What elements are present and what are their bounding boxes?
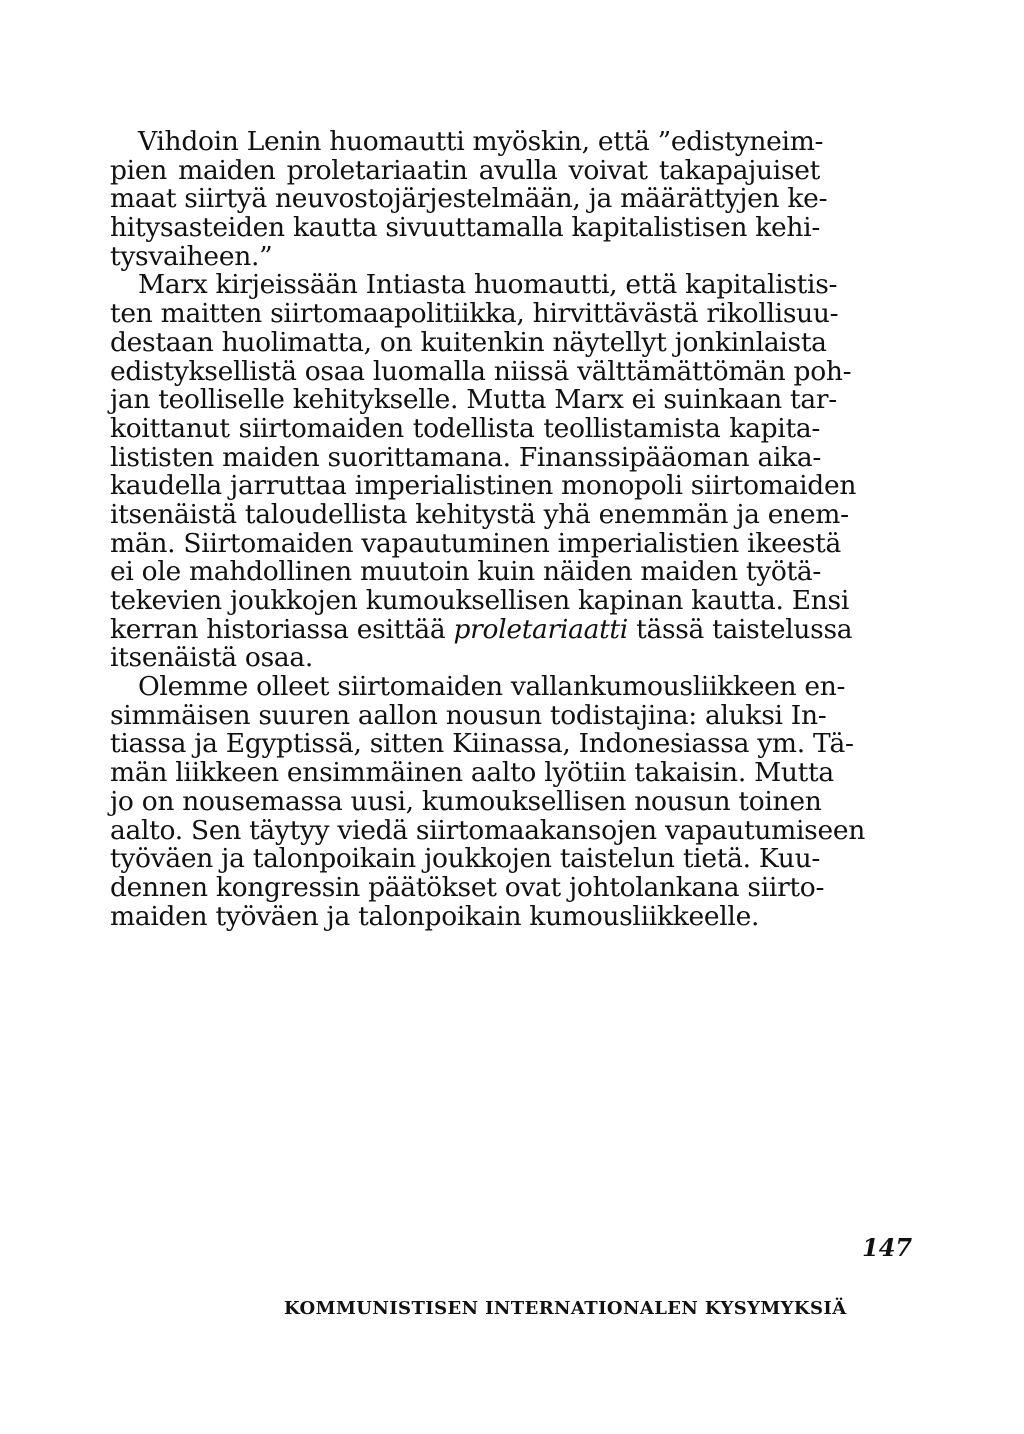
running-footer-title: KOMMUNISTISEN INTERNATIONALEN KYSYMYKSIÄ (284, 1298, 847, 1319)
page-number: 147 (862, 1233, 913, 1262)
paragraph-3-line-5: jo on nousemassa uusi, kumouksellisen nousun toinen (110, 785, 822, 817)
paragraph-3-line-3: tiassa ja Egyptissä, sitten Kiinassa, Indonesiassa ym. Tä- (110, 728, 854, 760)
paragraph-1-line-2: pien maiden proletariaatin avulla voivat takapajuiset (110, 154, 820, 186)
paragraph-1-line-1: Vihdoin Lenin huomautti myöskin, että ”edistyneim- (138, 126, 824, 157)
paragraph-3-line-8: dennen kongressin päätökset ovat johtolankana siirto- (110, 871, 825, 903)
paragraph-2-line-12: tekevien joukkojen kumouksellisen kapinan kautta. Ensi (110, 585, 850, 616)
paragraph-2-line-11: ei ole mahdollinen muutoin kuin näiden maiden työtä- (110, 556, 822, 588)
paragraph-3-line-1: Olemme olleet siirtomaiden vallankumousliikkeen en- (138, 671, 846, 703)
body-text (110, 126, 866, 932)
paragraph-1-line-5: tysvaiheen.” (110, 240, 273, 272)
paragraph-2-line-1: Marx kirjeissään Intiasta huomautti, että kapitalistis- (138, 269, 838, 301)
paragraph-1-line-4: hitysasteiden kautta sivuuttamalla kapitalistisen kehi- (110, 212, 820, 244)
paragraph-1-line-3: maat siirtyä neuvostojärjestelmään, ja määrättyjen ke- (110, 183, 828, 215)
paragraph-2-line-7: lististen maiden suorittamana. Finanssipääoman aika- (110, 441, 822, 473)
paragraph-2-line-8: kaudella jarruttaa imperialistinen monopoli siirtomaiden (110, 470, 857, 502)
paragraph-3-line-4: män liikkeen ensimmäinen aalto lyötiin takaisin. Mutta (110, 757, 834, 789)
paragraph-3-line-2: simmäisen suuren aallon nousun todistajina: aluksi In- (110, 699, 827, 731)
paragraph-2-line-3: destaan huolimatta, on kuitenkin näytellyt jonkinlaista (110, 326, 827, 358)
emphasized-word: proletariaatti (453, 613, 628, 645)
paragraph-2-line-4: edistyksellistä osaa luomalla niissä välttämättömän poh- (110, 355, 852, 387)
paragraph-2-line-6: koittanut siirtomaiden todellista teollistamista kapita- (110, 412, 820, 444)
paragraph-2-line-5: jan teolliselle kehitykselle. Mutta Marx ei suinkaan tar- (110, 384, 837, 416)
paragraph-2-line-10: män. Siirtomaiden vapautuminen imperialistien ikeestä (110, 527, 842, 559)
paragraph-3-line-9: maiden työväen ja talonpoikain kumousliikkeelle. (110, 900, 760, 932)
paragraph-2-line-13: kerran historiassa esittää proletariaatti tässä taistelussa (110, 613, 853, 645)
paragraph-2-line-9: itsenäistä taloudellista kehitystä yhä enemmän ja enem- (110, 498, 849, 530)
paragraph-2-line-14: itsenäistä osaa. (110, 642, 313, 674)
paragraph-3-line-7: työväen ja talonpoikain joukkojen taistelun tietä. Kuu- (110, 843, 820, 875)
paragraph-2-line-2: ten maitten siirtomaapolitiikka, hirvittävästä rikollisuu- (110, 298, 839, 330)
paragraph-3-line-6: aalto. Sen täytyy viedä siirtomaakansojen vapautumiseen (110, 814, 866, 846)
